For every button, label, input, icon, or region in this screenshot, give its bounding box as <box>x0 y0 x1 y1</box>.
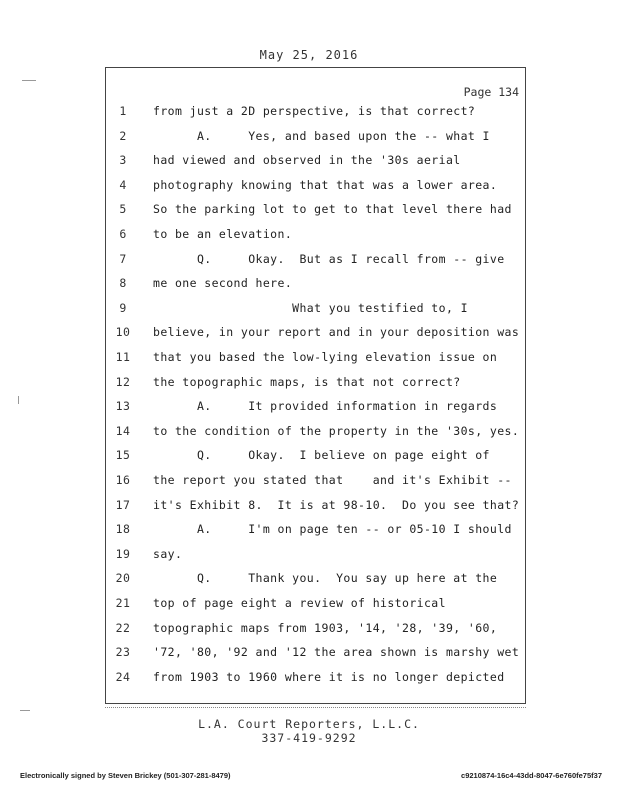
line-number: 8 <box>119 276 127 291</box>
line-text: Q. Thank you. You say up here at the <box>153 571 498 586</box>
line-text: from 1903 to 1960 where it is no longer depicted <box>153 669 505 684</box>
line-number: 24 <box>115 669 131 684</box>
transcript-line <box>106 178 527 198</box>
line-number: 7 <box>119 251 127 266</box>
line-number: 1 <box>119 104 127 118</box>
line-number: 12 <box>115 374 131 389</box>
transcript-line <box>106 670 527 690</box>
transcript-line <box>106 350 527 370</box>
transcript-line <box>106 202 527 222</box>
line-text: photography knowing that that was a lower area. <box>153 177 498 192</box>
line-text: me one second here. <box>153 276 293 291</box>
line-number: 13 <box>115 399 131 414</box>
transcript-line <box>106 104 527 124</box>
line-text: it's Exhibit 8. It is at 98-10. Do you see that? <box>153 497 520 512</box>
line-number: 20 <box>115 571 131 586</box>
line-text: that you based the low-lying elevation issue on <box>153 350 498 364</box>
electronic-signature: Electronically signed by Steven Brickey (501-307-281-8479) <box>20 771 231 780</box>
transcript-line <box>106 227 527 247</box>
transcript-line <box>106 276 527 296</box>
line-text: So the parking lot to get to that level there had <box>153 202 512 217</box>
scan-speck <box>18 396 19 404</box>
line-text: from just a 2D perspective, is that correct? <box>153 104 476 118</box>
transcript-line <box>106 596 527 616</box>
line-number: 23 <box>115 645 131 660</box>
transcript-line <box>106 498 527 518</box>
line-number: 21 <box>115 596 131 610</box>
line-text: believe, in your report and in your deposition was <box>153 325 520 340</box>
transcript-line <box>106 399 527 419</box>
transcript-line <box>106 547 527 567</box>
court-reporter-company: L.A. Court Reporters, L.L.C. <box>198 717 420 731</box>
line-text: topographic maps from 1903, '14, '28, '39, '60, <box>153 620 498 635</box>
transcript-line <box>106 645 527 665</box>
line-number: 14 <box>115 423 131 438</box>
line-number: 5 <box>119 202 127 217</box>
line-text: to be an elevation. <box>153 227 293 241</box>
line-number: 18 <box>115 522 131 537</box>
scan-speck <box>22 80 36 81</box>
scan-speck <box>20 710 30 711</box>
line-text: had viewed and observed in the '30s aerial <box>153 153 461 168</box>
transcript-line <box>106 424 527 444</box>
line-text: the report you stated that and it's Exhibit -- <box>153 473 512 487</box>
line-text: say. <box>153 546 183 561</box>
transcript-line <box>106 375 527 395</box>
line-text: A. It provided information in regards <box>153 399 498 414</box>
line-number: 16 <box>115 473 131 487</box>
transcript-line <box>106 448 527 468</box>
line-text: top of page eight a review of historical <box>153 596 446 610</box>
transcript-line <box>106 301 527 321</box>
line-number: 6 <box>119 227 127 241</box>
document-hash: c9210874-16c4-43dd-8047-6e760fe75f37 <box>461 771 602 780</box>
line-text: to the condition of the property in the '30s, yes. <box>153 423 520 438</box>
line-number: 19 <box>115 546 131 561</box>
transcript-line <box>106 473 527 493</box>
transcript-line <box>106 571 527 591</box>
line-number: 15 <box>115 448 131 463</box>
line-text: Q. Okay. I believe on page eight of <box>153 448 490 463</box>
transcript-line <box>106 252 527 272</box>
line-number: 10 <box>115 325 131 340</box>
line-text: What you testified to, I <box>153 300 468 315</box>
line-number: 4 <box>119 177 127 192</box>
transcript-line <box>106 325 527 345</box>
line-text: '72, '80, '92 and '12 the area shown is marshy wet <box>153 645 520 660</box>
transcript-line <box>106 621 527 641</box>
transcript-line <box>106 522 527 542</box>
line-number: 17 <box>115 497 131 512</box>
transcript-line <box>106 153 527 173</box>
line-number: 2 <box>119 128 127 143</box>
line-number: 3 <box>119 153 127 168</box>
transcript-line <box>106 129 527 149</box>
transcript-page-frame <box>105 67 526 704</box>
line-number: 11 <box>115 350 131 364</box>
court-reporter-phone: 337-419-9292 <box>261 731 357 745</box>
line-text: A. Yes, and based upon the -- what I <box>153 128 490 143</box>
page-number: Page 134 <box>463 85 519 99</box>
line-number: 22 <box>115 620 131 635</box>
line-text: the topographic maps, is that not correct? <box>153 374 461 389</box>
transcript-date: May 25, 2016 <box>259 48 359 62</box>
line-text: A. I'm on page ten -- or 05-10 I should <box>153 522 512 537</box>
line-text: Q. Okay. But as I recall from -- give <box>153 251 505 266</box>
line-number: 9 <box>119 300 127 315</box>
bottom-divider <box>105 707 526 708</box>
